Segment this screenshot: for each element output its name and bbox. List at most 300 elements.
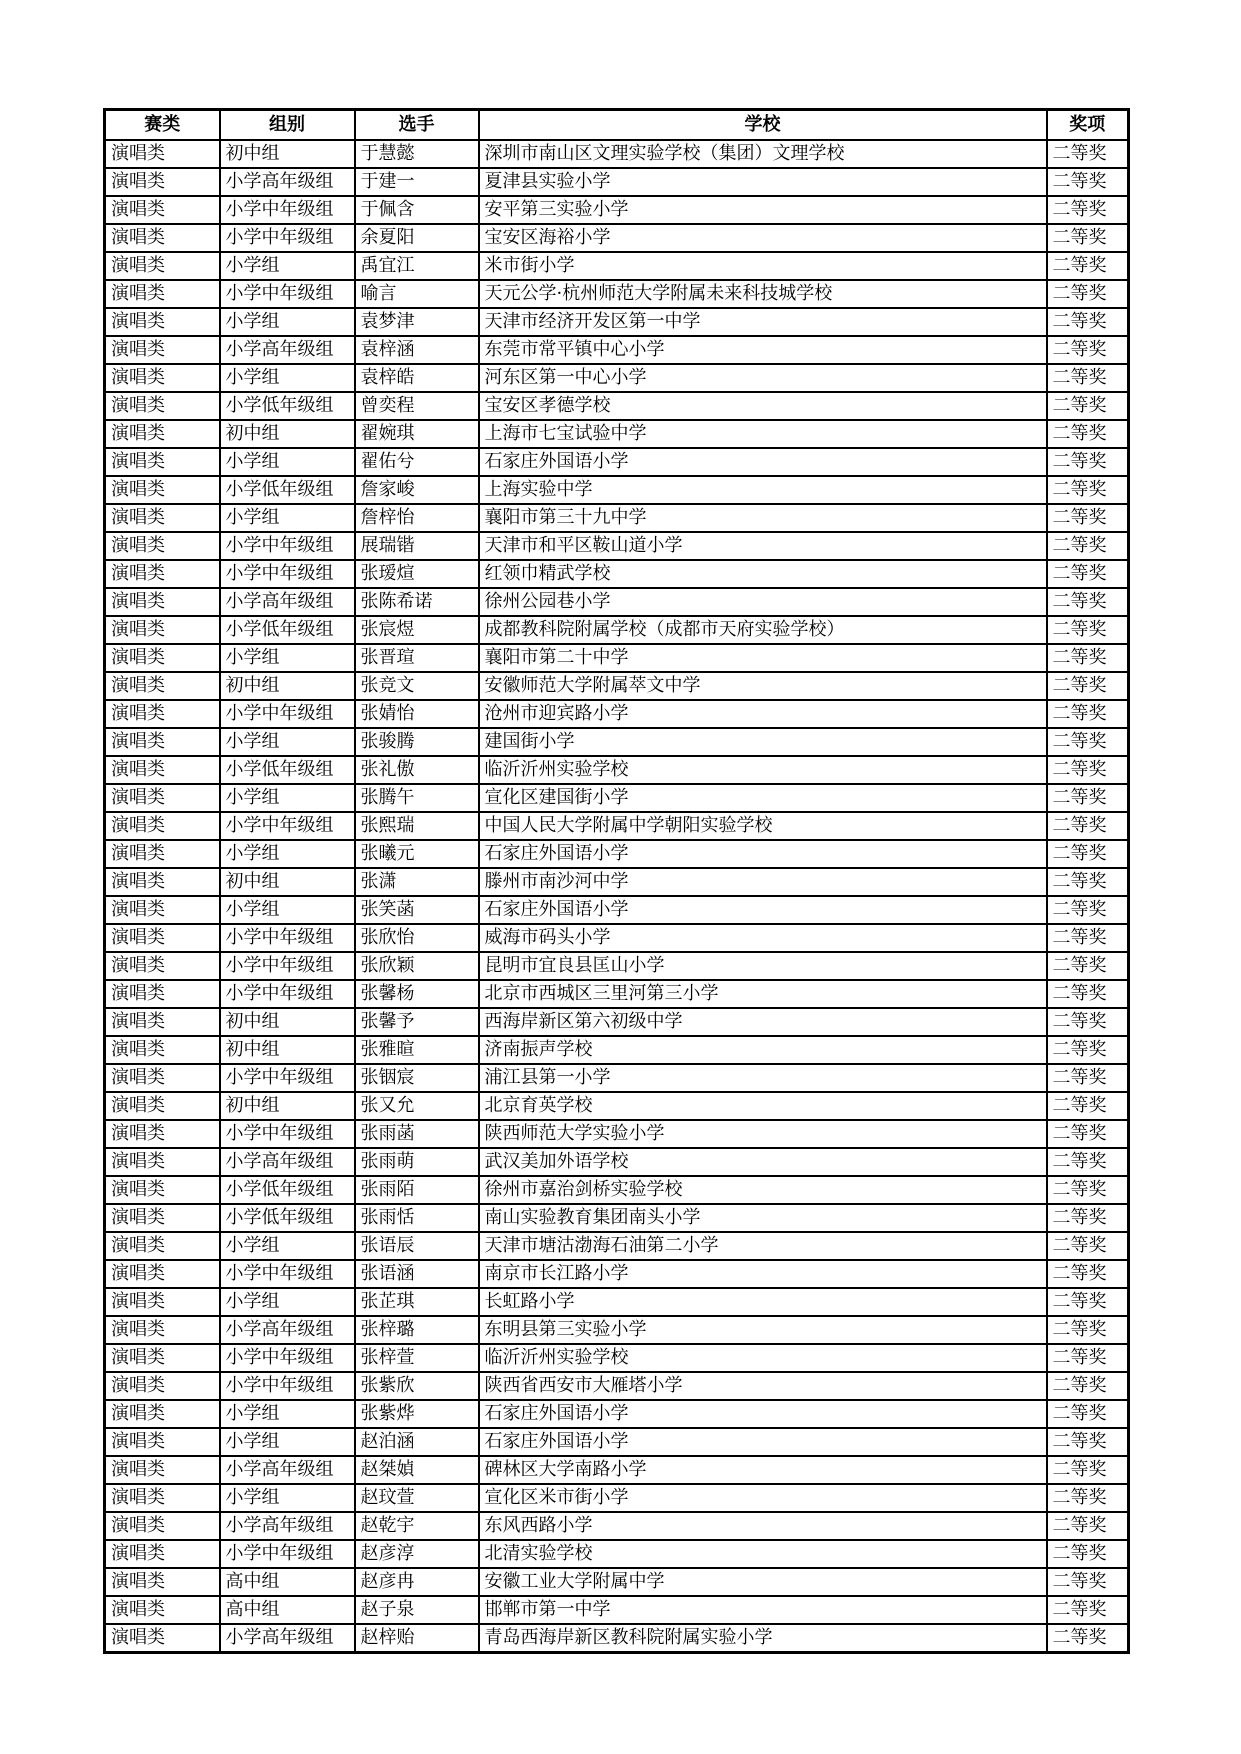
cell-category: 演唱类 [105, 392, 220, 420]
cell-group: 初中组 [220, 1036, 355, 1064]
table-row [105, 840, 1129, 868]
table-row [105, 252, 1129, 280]
cell-award: 二等奖 [1047, 1036, 1129, 1064]
cell-award: 二等奖 [1047, 1512, 1129, 1540]
table-row [105, 672, 1129, 700]
cell-award: 二等奖 [1047, 1400, 1129, 1428]
cell-contestant: 赵梓贻 [355, 1624, 479, 1653]
cell-category: 演唱类 [105, 1204, 220, 1232]
cell-category: 演唱类 [105, 980, 220, 1008]
cell-group: 初中组 [220, 1092, 355, 1120]
cell-category: 演唱类 [105, 1232, 220, 1260]
header-contestant: 选手 [355, 110, 479, 141]
cell-category: 演唱类 [105, 476, 220, 504]
cell-school: 上海实验中学 [479, 476, 1047, 504]
cell-contestant: 张瑷煊 [355, 560, 479, 588]
cell-school: 徐州市嘉治剑桥实验学校 [479, 1176, 1047, 1204]
cell-category: 演唱类 [105, 364, 220, 392]
cell-award: 二等奖 [1047, 280, 1129, 308]
cell-school: 徐州公园巷小学 [479, 588, 1047, 616]
cell-category: 演唱类 [105, 140, 220, 168]
table-row [105, 1512, 1129, 1540]
cell-award: 二等奖 [1047, 476, 1129, 504]
cell-award: 二等奖 [1047, 532, 1129, 560]
table-row [105, 924, 1129, 952]
table-row [105, 392, 1129, 420]
table-row [105, 980, 1129, 1008]
cell-category: 演唱类 [105, 644, 220, 672]
table-row [105, 1344, 1129, 1372]
cell-category: 演唱类 [105, 420, 220, 448]
cell-category: 演唱类 [105, 308, 220, 336]
cell-school: 河东区第一中心小学 [479, 364, 1047, 392]
cell-school: 建国街小学 [479, 728, 1047, 756]
cell-category: 演唱类 [105, 1148, 220, 1176]
cell-school: 南京市长江路小学 [479, 1260, 1047, 1288]
table-row [105, 1568, 1129, 1596]
cell-school: 临沂沂州实验学校 [479, 1344, 1047, 1372]
cell-contestant: 张馨予 [355, 1008, 479, 1036]
cell-award: 二等奖 [1047, 1148, 1129, 1176]
cell-contestant: 张芷琪 [355, 1288, 479, 1316]
cell-category: 演唱类 [105, 560, 220, 588]
cell-award: 二等奖 [1047, 980, 1129, 1008]
table-row [105, 1204, 1129, 1232]
cell-award: 二等奖 [1047, 140, 1129, 168]
cell-category: 演唱类 [105, 588, 220, 616]
cell-group: 小学组 [220, 1484, 355, 1512]
cell-category: 演唱类 [105, 1176, 220, 1204]
table-row [105, 952, 1129, 980]
header-row [105, 110, 1129, 141]
cell-group: 小学低年级组 [220, 1176, 355, 1204]
cell-group: 小学中年级组 [220, 1540, 355, 1568]
cell-award: 二等奖 [1047, 1288, 1129, 1316]
cell-category: 演唱类 [105, 1008, 220, 1036]
table-row [105, 1260, 1129, 1288]
cell-category: 演唱类 [105, 1120, 220, 1148]
cell-group: 小学中年级组 [220, 560, 355, 588]
cell-award: 二等奖 [1047, 1428, 1129, 1456]
cell-contestant: 张礼傲 [355, 756, 479, 784]
cell-category: 演唱类 [105, 784, 220, 812]
cell-group: 小学组 [220, 1428, 355, 1456]
cell-category: 演唱类 [105, 280, 220, 308]
cell-school: 西海岸新区第六初级中学 [479, 1008, 1047, 1036]
table-row [105, 420, 1129, 448]
table-row [105, 1008, 1129, 1036]
cell-group: 小学组 [220, 308, 355, 336]
table-row [105, 728, 1129, 756]
cell-school: 东莞市常平镇中心小学 [479, 336, 1047, 364]
table-row [105, 1148, 1129, 1176]
cell-school: 中国人民大学附属中学朝阳实验学校 [479, 812, 1047, 840]
cell-contestant: 禹宜江 [355, 252, 479, 280]
cell-contestant: 张紫欣 [355, 1372, 479, 1400]
cell-category: 演唱类 [105, 252, 220, 280]
cell-category: 演唱类 [105, 1288, 220, 1316]
cell-category: 演唱类 [105, 896, 220, 924]
cell-contestant: 展瑞锴 [355, 532, 479, 560]
cell-contestant: 张婧怡 [355, 700, 479, 728]
cell-contestant: 张雨菡 [355, 1120, 479, 1148]
cell-contestant: 赵乾宇 [355, 1512, 479, 1540]
cell-group: 小学中年级组 [220, 224, 355, 252]
cell-contestant: 詹家峻 [355, 476, 479, 504]
cell-contestant: 于慧懿 [355, 140, 479, 168]
cell-award: 二等奖 [1047, 1260, 1129, 1288]
cell-group: 小学组 [220, 644, 355, 672]
cell-category: 演唱类 [105, 1064, 220, 1092]
cell-contestant: 张雨恬 [355, 1204, 479, 1232]
table-row [105, 504, 1129, 532]
cell-school: 邯郸市第一中学 [479, 1596, 1047, 1624]
table-row [105, 1120, 1129, 1148]
cell-contestant: 张梓璐 [355, 1316, 479, 1344]
cell-contestant: 张梓萱 [355, 1344, 479, 1372]
cell-category: 演唱类 [105, 224, 220, 252]
table-row [105, 476, 1129, 504]
header-award: 奖项 [1047, 110, 1129, 141]
cell-group: 小学组 [220, 840, 355, 868]
cell-school: 天津市和平区鞍山道小学 [479, 532, 1047, 560]
cell-contestant: 张又允 [355, 1092, 479, 1120]
cell-contestant: 张语涵 [355, 1260, 479, 1288]
table-row [105, 616, 1129, 644]
cell-contestant: 赵玟萱 [355, 1484, 479, 1512]
table-row [105, 700, 1129, 728]
cell-contestant: 张骏腾 [355, 728, 479, 756]
cell-award: 二等奖 [1047, 756, 1129, 784]
cell-contestant: 翟佑兮 [355, 448, 479, 476]
cell-group: 小学中年级组 [220, 532, 355, 560]
cell-contestant: 张雨陌 [355, 1176, 479, 1204]
cell-contestant: 袁梓皓 [355, 364, 479, 392]
cell-award: 二等奖 [1047, 1540, 1129, 1568]
cell-category: 演唱类 [105, 1624, 220, 1653]
cell-contestant: 张晋瑄 [355, 644, 479, 672]
cell-contestant: 张欣颖 [355, 952, 479, 980]
cell-group: 小学高年级组 [220, 1624, 355, 1653]
cell-category: 演唱类 [105, 868, 220, 896]
cell-category: 演唱类 [105, 1400, 220, 1428]
cell-group: 初中组 [220, 420, 355, 448]
cell-category: 演唱类 [105, 1484, 220, 1512]
cell-award: 二等奖 [1047, 1484, 1129, 1512]
cell-group: 小学中年级组 [220, 1260, 355, 1288]
cell-school: 天津市塘沽渤海石油第二小学 [479, 1232, 1047, 1260]
table-row [105, 168, 1129, 196]
cell-school: 东明县第三实验小学 [479, 1316, 1047, 1344]
cell-contestant: 袁梦津 [355, 308, 479, 336]
cell-award: 二等奖 [1047, 616, 1129, 644]
table-row [105, 364, 1129, 392]
cell-school: 石家庄外国语小学 [479, 896, 1047, 924]
cell-group: 小学高年级组 [220, 336, 355, 364]
header-category: 赛类 [105, 110, 220, 141]
table-row [105, 1540, 1129, 1568]
table-row [105, 448, 1129, 476]
table-row [105, 1092, 1129, 1120]
cell-category: 演唱类 [105, 1428, 220, 1456]
table-row [105, 1456, 1129, 1484]
table-row [105, 1624, 1129, 1653]
cell-contestant: 赵泊涵 [355, 1428, 479, 1456]
cell-contestant: 张语辰 [355, 1232, 479, 1260]
results-table-body [105, 140, 1129, 1653]
cell-group: 小学中年级组 [220, 980, 355, 1008]
cell-award: 二等奖 [1047, 1232, 1129, 1260]
cell-contestant: 张腾午 [355, 784, 479, 812]
cell-category: 演唱类 [105, 1540, 220, 1568]
cell-school: 北京育英学校 [479, 1092, 1047, 1120]
cell-school: 襄阳市第二十中学 [479, 644, 1047, 672]
cell-category: 演唱类 [105, 196, 220, 224]
cell-award: 二等奖 [1047, 224, 1129, 252]
cell-category: 演唱类 [105, 1456, 220, 1484]
cell-school: 深圳市南山区文理实验学校（集团）文理学校 [479, 140, 1047, 168]
cell-school: 宝安区孝德学校 [479, 392, 1047, 420]
cell-school: 陕西省西安市大雁塔小学 [479, 1372, 1047, 1400]
cell-category: 演唱类 [105, 1372, 220, 1400]
cell-group: 小学组 [220, 1400, 355, 1428]
table-row [105, 1232, 1129, 1260]
cell-award: 二等奖 [1047, 784, 1129, 812]
cell-group: 小学组 [220, 448, 355, 476]
cell-school: 安徽工业大学附属中学 [479, 1568, 1047, 1596]
cell-contestant: 张陈希诺 [355, 588, 479, 616]
cell-group: 小学组 [220, 728, 355, 756]
cell-school: 安徽师范大学附属萃文中学 [479, 672, 1047, 700]
cell-category: 演唱类 [105, 924, 220, 952]
cell-contestant: 张欣怡 [355, 924, 479, 952]
cell-school: 陕西师范大学实验小学 [479, 1120, 1047, 1148]
cell-category: 演唱类 [105, 672, 220, 700]
cell-group: 小学低年级组 [220, 392, 355, 420]
cell-school: 碑林区大学南路小学 [479, 1456, 1047, 1484]
cell-award: 二等奖 [1047, 1568, 1129, 1596]
cell-award: 二等奖 [1047, 588, 1129, 616]
cell-group: 小学组 [220, 784, 355, 812]
cell-award: 二等奖 [1047, 1456, 1129, 1484]
cell-award: 二等奖 [1047, 448, 1129, 476]
cell-award: 二等奖 [1047, 392, 1129, 420]
cell-award: 二等奖 [1047, 644, 1129, 672]
cell-contestant: 余夏阳 [355, 224, 479, 252]
cell-category: 演唱类 [105, 532, 220, 560]
cell-award: 二等奖 [1047, 952, 1129, 980]
cell-contestant: 张熙瑞 [355, 812, 479, 840]
cell-contestant: 于佩含 [355, 196, 479, 224]
cell-contestant: 翟婉琪 [355, 420, 479, 448]
cell-award: 二等奖 [1047, 252, 1129, 280]
cell-group: 小学高年级组 [220, 168, 355, 196]
cell-category: 演唱类 [105, 1260, 220, 1288]
cell-contestant: 张笑菡 [355, 896, 479, 924]
cell-contestant: 赵彦冉 [355, 1568, 479, 1596]
cell-award: 二等奖 [1047, 308, 1129, 336]
table-row [105, 1176, 1129, 1204]
cell-school: 威海市码头小学 [479, 924, 1047, 952]
cell-group: 小学组 [220, 252, 355, 280]
cell-category: 演唱类 [105, 616, 220, 644]
cell-contestant: 张曦元 [355, 840, 479, 868]
cell-school: 青岛西海岸新区教科院附属实验小学 [479, 1624, 1047, 1653]
cell-school: 安平第三实验小学 [479, 196, 1047, 224]
cell-group: 高中组 [220, 1596, 355, 1624]
table-row [105, 1316, 1129, 1344]
cell-award: 二等奖 [1047, 1120, 1129, 1148]
cell-contestant: 曾奕程 [355, 392, 479, 420]
cell-group: 小学高年级组 [220, 1512, 355, 1540]
table-row [105, 1036, 1129, 1064]
cell-group: 小学中年级组 [220, 1372, 355, 1400]
cell-contestant: 张雨萌 [355, 1148, 479, 1176]
cell-award: 二等奖 [1047, 840, 1129, 868]
cell-school: 石家庄外国语小学 [479, 1400, 1047, 1428]
cell-category: 演唱类 [105, 1344, 220, 1372]
cell-school: 昆明市宜良县匡山小学 [479, 952, 1047, 980]
cell-group: 小学中年级组 [220, 924, 355, 952]
cell-award: 二等奖 [1047, 1176, 1129, 1204]
cell-category: 演唱类 [105, 336, 220, 364]
cell-contestant: 张馨杨 [355, 980, 479, 1008]
cell-award: 二等奖 [1047, 896, 1129, 924]
cell-group: 高中组 [220, 1568, 355, 1596]
cell-contestant: 张紫烨 [355, 1400, 479, 1428]
cell-award: 二等奖 [1047, 1596, 1129, 1624]
cell-award: 二等奖 [1047, 168, 1129, 196]
cell-contestant: 袁梓涵 [355, 336, 479, 364]
cell-group: 小学组 [220, 896, 355, 924]
cell-school: 北清实验学校 [479, 1540, 1047, 1568]
cell-school: 天津市经济开发区第一中学 [479, 308, 1047, 336]
cell-award: 二等奖 [1047, 1064, 1129, 1092]
table-row [105, 308, 1129, 336]
cell-school: 滕州市南沙河中学 [479, 868, 1047, 896]
cell-award: 二等奖 [1047, 1008, 1129, 1036]
cell-group: 小学高年级组 [220, 1456, 355, 1484]
cell-school: 石家庄外国语小学 [479, 1428, 1047, 1456]
cell-category: 演唱类 [105, 504, 220, 532]
cell-group: 小学高年级组 [220, 1316, 355, 1344]
table-row [105, 1596, 1129, 1624]
cell-category: 演唱类 [105, 952, 220, 980]
table-row [105, 224, 1129, 252]
table-row [105, 140, 1129, 168]
table-row [105, 280, 1129, 308]
cell-award: 二等奖 [1047, 1204, 1129, 1232]
cell-school: 沧州市迎宾路小学 [479, 700, 1047, 728]
cell-award: 二等奖 [1047, 1316, 1129, 1344]
cell-award: 二等奖 [1047, 1624, 1129, 1653]
table-row [105, 1484, 1129, 1512]
cell-award: 二等奖 [1047, 420, 1129, 448]
table-row [105, 896, 1129, 924]
cell-category: 演唱类 [105, 168, 220, 196]
cell-contestant: 张铟宸 [355, 1064, 479, 1092]
cell-school: 红领巾精武学校 [479, 560, 1047, 588]
table-row [105, 1428, 1129, 1456]
cell-category: 演唱类 [105, 700, 220, 728]
table-row [105, 532, 1129, 560]
cell-group: 小学低年级组 [220, 476, 355, 504]
cell-group: 小学低年级组 [220, 756, 355, 784]
table-row [105, 196, 1129, 224]
cell-school: 宣化区米市街小学 [479, 1484, 1047, 1512]
cell-group: 小学中年级组 [220, 1064, 355, 1092]
cell-award: 二等奖 [1047, 672, 1129, 700]
cell-group: 小学中年级组 [220, 1344, 355, 1372]
cell-category: 演唱类 [105, 1316, 220, 1344]
cell-award: 二等奖 [1047, 1372, 1129, 1400]
cell-award: 二等奖 [1047, 196, 1129, 224]
cell-school: 济南振声学校 [479, 1036, 1047, 1064]
cell-contestant: 张宸煜 [355, 616, 479, 644]
cell-category: 演唱类 [105, 840, 220, 868]
cell-category: 演唱类 [105, 728, 220, 756]
cell-school: 夏津县实验小学 [479, 168, 1047, 196]
cell-group: 初中组 [220, 672, 355, 700]
cell-category: 演唱类 [105, 1092, 220, 1120]
cell-award: 二等奖 [1047, 1344, 1129, 1372]
cell-school: 宝安区海裕小学 [479, 224, 1047, 252]
cell-category: 演唱类 [105, 1596, 220, 1624]
table-row [105, 756, 1129, 784]
cell-group: 初中组 [220, 140, 355, 168]
table-row [105, 336, 1129, 364]
header-group: 组别 [220, 110, 355, 141]
cell-group: 小学组 [220, 504, 355, 532]
cell-school: 石家庄外国语小学 [479, 448, 1047, 476]
cell-school: 长虹路小学 [479, 1288, 1047, 1316]
cell-school: 上海市七宝试验中学 [479, 420, 1047, 448]
cell-contestant: 张雅暄 [355, 1036, 479, 1064]
cell-category: 演唱类 [105, 812, 220, 840]
cell-school: 浦江县第一小学 [479, 1064, 1047, 1092]
cell-group: 小学中年级组 [220, 812, 355, 840]
cell-category: 演唱类 [105, 1568, 220, 1596]
table-row [105, 1288, 1129, 1316]
cell-group: 小学组 [220, 1288, 355, 1316]
cell-award: 二等奖 [1047, 700, 1129, 728]
table-row [105, 868, 1129, 896]
cell-group: 小学低年级组 [220, 616, 355, 644]
cell-category: 演唱类 [105, 756, 220, 784]
cell-school: 石家庄外国语小学 [479, 840, 1047, 868]
table-row [105, 588, 1129, 616]
cell-group: 小学高年级组 [220, 1148, 355, 1176]
cell-school: 临沂沂州实验学校 [479, 756, 1047, 784]
cell-category: 演唱类 [105, 1512, 220, 1540]
cell-group: 小学中年级组 [220, 700, 355, 728]
cell-contestant: 赵子泉 [355, 1596, 479, 1624]
cell-group: 小学低年级组 [220, 1204, 355, 1232]
cell-school: 武汉美加外语学校 [479, 1148, 1047, 1176]
table-row [105, 1064, 1129, 1092]
cell-group: 小学中年级组 [220, 196, 355, 224]
table-row [105, 1400, 1129, 1428]
cell-award: 二等奖 [1047, 504, 1129, 532]
cell-school: 宣化区建国街小学 [479, 784, 1047, 812]
cell-contestant: 詹梓怡 [355, 504, 479, 532]
cell-award: 二等奖 [1047, 868, 1129, 896]
cell-contestant: 赵彦淳 [355, 1540, 479, 1568]
cell-school: 东风西路小学 [479, 1512, 1047, 1540]
table-row [105, 1372, 1129, 1400]
cell-contestant: 张竞文 [355, 672, 479, 700]
cell-group: 小学中年级组 [220, 1120, 355, 1148]
